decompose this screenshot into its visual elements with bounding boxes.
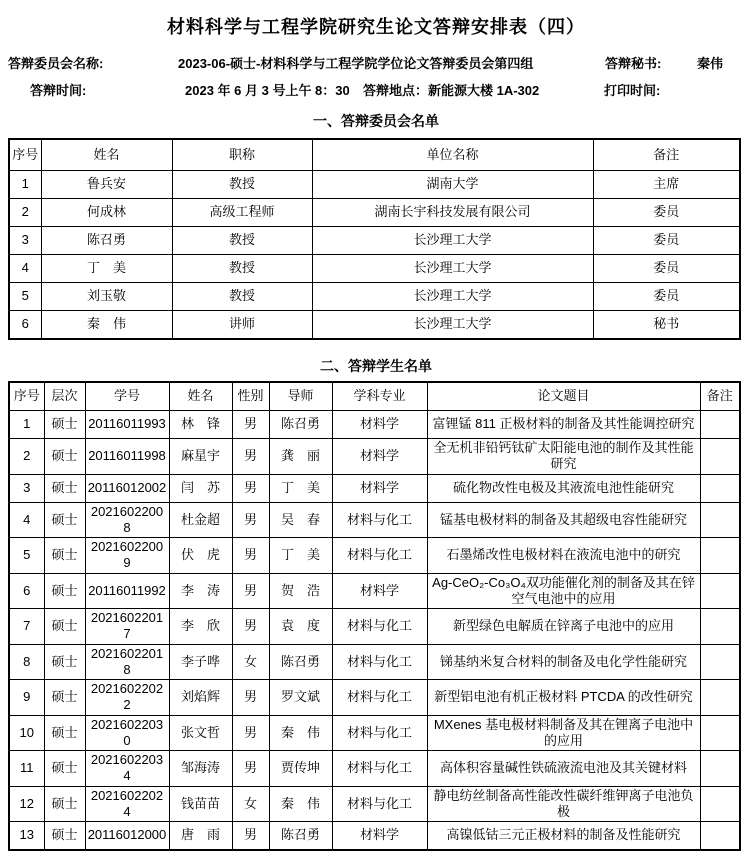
- table-cell: 男: [232, 751, 269, 787]
- table-row: [9, 715, 740, 751]
- table-cell: 硫化物改性电极及其液流电池性能研究: [427, 474, 700, 502]
- table-cell: 长沙理工大学: [312, 255, 593, 283]
- committee-table: [8, 138, 741, 340]
- table-cell: Ag-CeO₂-Co₃O₄双功能催化剂的制备及其在锌空气电池中的应用: [427, 573, 700, 609]
- table-row: [9, 199, 740, 227]
- table-cell: 材料学: [332, 411, 427, 439]
- table-cell: 长沙理工大学: [312, 227, 593, 255]
- table-cell: 林 锋: [169, 411, 232, 439]
- table-cell: 陈召勇: [269, 411, 332, 439]
- table-row: [9, 538, 740, 574]
- table-cell: 委员: [593, 255, 740, 283]
- table-cell: 唐 雨: [169, 822, 232, 851]
- table-cell: 富锂锰 811 正极材料的制备及其性能调控研究: [427, 411, 700, 439]
- column-header: 姓名: [41, 139, 172, 171]
- table-cell: 材料学: [332, 573, 427, 609]
- table-cell: 硕士: [44, 573, 85, 609]
- table-cell: 12: [9, 786, 44, 822]
- table-cell: 陈召勇: [269, 644, 332, 680]
- table-cell: 材料与化工: [332, 715, 427, 751]
- defense-location: 答辩地点：新能源大楼 1A-302: [363, 83, 540, 98]
- table-cell: 20116011998: [85, 439, 169, 475]
- table-cell: 材料与化工: [332, 609, 427, 645]
- table-cell: 邹海涛: [169, 751, 232, 787]
- table-row: [9, 822, 740, 851]
- defense-time-label: 答辩时间:: [30, 83, 87, 98]
- table-cell: 李 欣: [169, 609, 232, 645]
- table-cell: 何成林: [41, 199, 172, 227]
- table-cell: [700, 573, 740, 609]
- meta-header: [0, 53, 752, 105]
- table-cell: 10: [9, 715, 44, 751]
- table-cell: 硕士: [44, 439, 85, 475]
- table-cell: [700, 680, 740, 716]
- table-cell: 材料与化工: [332, 751, 427, 787]
- table-cell: 主席: [593, 171, 740, 199]
- table-cell: 伏 虎: [169, 538, 232, 574]
- table-cell: 20116011992: [85, 573, 169, 609]
- table-cell: 教授: [172, 227, 312, 255]
- table-row: [9, 255, 740, 283]
- table-cell: [700, 411, 740, 439]
- table-cell: 材料与化工: [332, 786, 427, 822]
- table-cell: 材料与化工: [332, 502, 427, 538]
- table-cell: 8: [9, 644, 44, 680]
- table-cell: 1: [9, 411, 44, 439]
- table-cell: 湖南大学: [312, 171, 593, 199]
- table-cell: 3: [9, 227, 41, 255]
- table-cell: 20216022017: [85, 609, 169, 645]
- committee-name-label: 答辩委员会名称:: [8, 56, 104, 71]
- committee-name-value: 2023-06-硕士-材料科学与工程学院学位论文答辩委员会第四组: [178, 56, 534, 71]
- table-row: [9, 644, 740, 680]
- table-cell: 教授: [172, 171, 312, 199]
- table-cell: 11: [9, 751, 44, 787]
- table-cell: 闫 苏: [169, 474, 232, 502]
- table-cell: 9: [9, 680, 44, 716]
- table-cell: 硕士: [44, 751, 85, 787]
- table-cell: 委员: [593, 283, 740, 311]
- table-cell: 材料与化工: [332, 538, 427, 574]
- table-cell: 20216022030: [85, 715, 169, 751]
- table-cell: 材料学: [332, 439, 427, 475]
- table-row: [9, 171, 740, 199]
- table-cell: 3: [9, 474, 44, 502]
- table-row: [9, 786, 740, 822]
- table-cell: [700, 715, 740, 751]
- table-cell: 钱苗苗: [169, 786, 232, 822]
- table-cell: 高体积容量碱性铁硫液流电池及其关键材料: [427, 751, 700, 787]
- table-row: [9, 609, 740, 645]
- table-cell: 2: [9, 199, 41, 227]
- column-header: 层次: [44, 382, 85, 411]
- table-cell: 20216022018: [85, 644, 169, 680]
- committee-header-row: [9, 139, 740, 171]
- table-cell: 讲师: [172, 311, 312, 340]
- table-cell: 张文哲: [169, 715, 232, 751]
- committee-section-heading: 一、答辩委员会名单: [313, 113, 439, 129]
- table-cell: 20216022008: [85, 502, 169, 538]
- table-row: [9, 439, 740, 475]
- table-cell: 刘玉敬: [41, 283, 172, 311]
- table-cell: 硕士: [44, 538, 85, 574]
- table-row: [9, 411, 740, 439]
- table-cell: 男: [232, 538, 269, 574]
- table-cell: 男: [232, 822, 269, 851]
- table-cell: [700, 439, 740, 475]
- table-cell: 材料学: [332, 474, 427, 502]
- table-cell: 4: [9, 255, 41, 283]
- table-cell: 5: [9, 538, 44, 574]
- table-cell: [700, 751, 740, 787]
- column-header: 序号: [9, 139, 41, 171]
- table-cell: 丁 美: [41, 255, 172, 283]
- table-cell: 男: [232, 715, 269, 751]
- table-cell: 20216022022: [85, 680, 169, 716]
- table-cell: 李子哗: [169, 644, 232, 680]
- table-cell: 硕士: [44, 609, 85, 645]
- students-section-heading: 二、答辩学生名单: [320, 358, 432, 374]
- table-cell: 罗文斌: [269, 680, 332, 716]
- table-cell: 硕士: [44, 680, 85, 716]
- table-cell: 长沙理工大学: [312, 311, 593, 340]
- table-cell: 锑基纳米复合材料的制备及电化学性能研究: [427, 644, 700, 680]
- table-cell: 袁 度: [269, 609, 332, 645]
- table-cell: 新型铝电池有机正极材料 PTCDA 的改性研究: [427, 680, 700, 716]
- table-row: [9, 502, 740, 538]
- table-cell: 男: [232, 411, 269, 439]
- table-row: [9, 311, 740, 340]
- table-cell: 硕士: [44, 502, 85, 538]
- table-cell: 20116011993: [85, 411, 169, 439]
- table-cell: 男: [232, 474, 269, 502]
- table-cell: 贾传坤: [269, 751, 332, 787]
- table-cell: 长沙理工大学: [312, 283, 593, 311]
- table-cell: [700, 786, 740, 822]
- table-cell: 硕士: [44, 786, 85, 822]
- table-cell: 麻星宇: [169, 439, 232, 475]
- table-row: [9, 474, 740, 502]
- table-cell: 女: [232, 786, 269, 822]
- table-cell: 丁 美: [269, 538, 332, 574]
- table-cell: 秦 伟: [269, 715, 332, 751]
- table-cell: 硕士: [44, 474, 85, 502]
- table-cell: 女: [232, 644, 269, 680]
- students-header-row: [9, 382, 740, 411]
- column-header: 论文题目: [427, 382, 700, 411]
- table-cell: 全无机非铅钙钛矿太阳能电池的制作及其性能研究: [427, 439, 700, 475]
- table-cell: 委员: [593, 227, 740, 255]
- table-cell: 男: [232, 609, 269, 645]
- table-cell: 龚 丽: [269, 439, 332, 475]
- column-header: 序号: [9, 382, 44, 411]
- table-cell: 5: [9, 283, 41, 311]
- page-title: 材料科学与工程学院研究生论文答辩安排表（四）: [167, 17, 585, 37]
- table-cell: 材料与化工: [332, 680, 427, 716]
- table-cell: 委员: [593, 199, 740, 227]
- table-cell: 杜金超: [169, 502, 232, 538]
- table-cell: 刘焰辉: [169, 680, 232, 716]
- table-cell: 6: [9, 311, 41, 340]
- table-cell: 秘书: [593, 311, 740, 340]
- table-cell: 20216022009: [85, 538, 169, 574]
- table-cell: [700, 609, 740, 645]
- table-cell: 教授: [172, 255, 312, 283]
- table-row: [9, 680, 740, 716]
- table-row: [9, 573, 740, 609]
- table-cell: 材料学: [332, 822, 427, 851]
- table-cell: 2: [9, 439, 44, 475]
- table-cell: 静电纺丝制备高性能改性碳纤维钾离子电池负极: [427, 786, 700, 822]
- table-cell: 硕士: [44, 644, 85, 680]
- table-cell: 陈召勇: [269, 822, 332, 851]
- defense-time-value: 2023 年 6 月 3 号上午 8：30: [185, 83, 350, 98]
- table-cell: [700, 474, 740, 502]
- table-cell: 李 涛: [169, 573, 232, 609]
- table-cell: 7: [9, 609, 44, 645]
- column-header: 姓名: [169, 382, 232, 411]
- column-header: 备注: [700, 382, 740, 411]
- table-row: [9, 751, 740, 787]
- table-cell: 高镍低钴三元正极材料的制备及性能研究: [427, 822, 700, 851]
- table-cell: 湖南长宇科技发展有限公司: [312, 199, 593, 227]
- table-cell: 锰基电极材料的制备及其超级电容性能研究: [427, 502, 700, 538]
- table-cell: 陈召勇: [41, 227, 172, 255]
- table-cell: 13: [9, 822, 44, 851]
- column-header: 备注: [593, 139, 740, 171]
- table-cell: 男: [232, 573, 269, 609]
- column-header: 导师: [269, 382, 332, 411]
- table-cell: 20116012000: [85, 822, 169, 851]
- table-cell: 1: [9, 171, 41, 199]
- secretary-label: 答辩秘书:: [605, 56, 662, 71]
- table-cell: 硕士: [44, 715, 85, 751]
- table-cell: [700, 538, 740, 574]
- table-cell: 贺 浩: [269, 573, 332, 609]
- table-cell: 4: [9, 502, 44, 538]
- table-cell: 20216022034: [85, 751, 169, 787]
- column-header: 职称: [172, 139, 312, 171]
- table-cell: 硕士: [44, 411, 85, 439]
- secretary-value: 秦伟: [697, 56, 724, 71]
- column-header: 学号: [85, 382, 169, 411]
- column-header: 学科专业: [332, 382, 427, 411]
- column-header: 性别: [232, 382, 269, 411]
- table-cell: 石墨烯改性电极材料在液流电池中的研究: [427, 538, 700, 574]
- table-cell: 6: [9, 573, 44, 609]
- table-cell: 吴 春: [269, 502, 332, 538]
- table-cell: 新型绿色电解质在锌离子电池中的应用: [427, 609, 700, 645]
- table-cell: 男: [232, 439, 269, 475]
- table-cell: [700, 502, 740, 538]
- students-table: [8, 381, 741, 851]
- table-cell: MXenes 基电极材料制备及其在锂离子电池中的应用: [427, 715, 700, 751]
- table-cell: 丁 美: [269, 474, 332, 502]
- table-cell: 男: [232, 502, 269, 538]
- table-row: [9, 227, 740, 255]
- table-cell: 秦 伟: [41, 311, 172, 340]
- table-cell: [700, 644, 740, 680]
- table-cell: [700, 822, 740, 851]
- table-cell: 教授: [172, 283, 312, 311]
- print-time-label: 打印时间:: [604, 83, 661, 98]
- table-cell: 20216022024: [85, 786, 169, 822]
- table-cell: 鲁兵安: [41, 171, 172, 199]
- table-row: [9, 283, 740, 311]
- table-cell: 秦 伟: [269, 786, 332, 822]
- table-cell: 硕士: [44, 822, 85, 851]
- table-cell: 材料与化工: [332, 644, 427, 680]
- table-cell: 20116012002: [85, 474, 169, 502]
- column-header: 单位名称: [312, 139, 593, 171]
- table-cell: 高级工程师: [172, 199, 312, 227]
- table-cell: 男: [232, 680, 269, 716]
